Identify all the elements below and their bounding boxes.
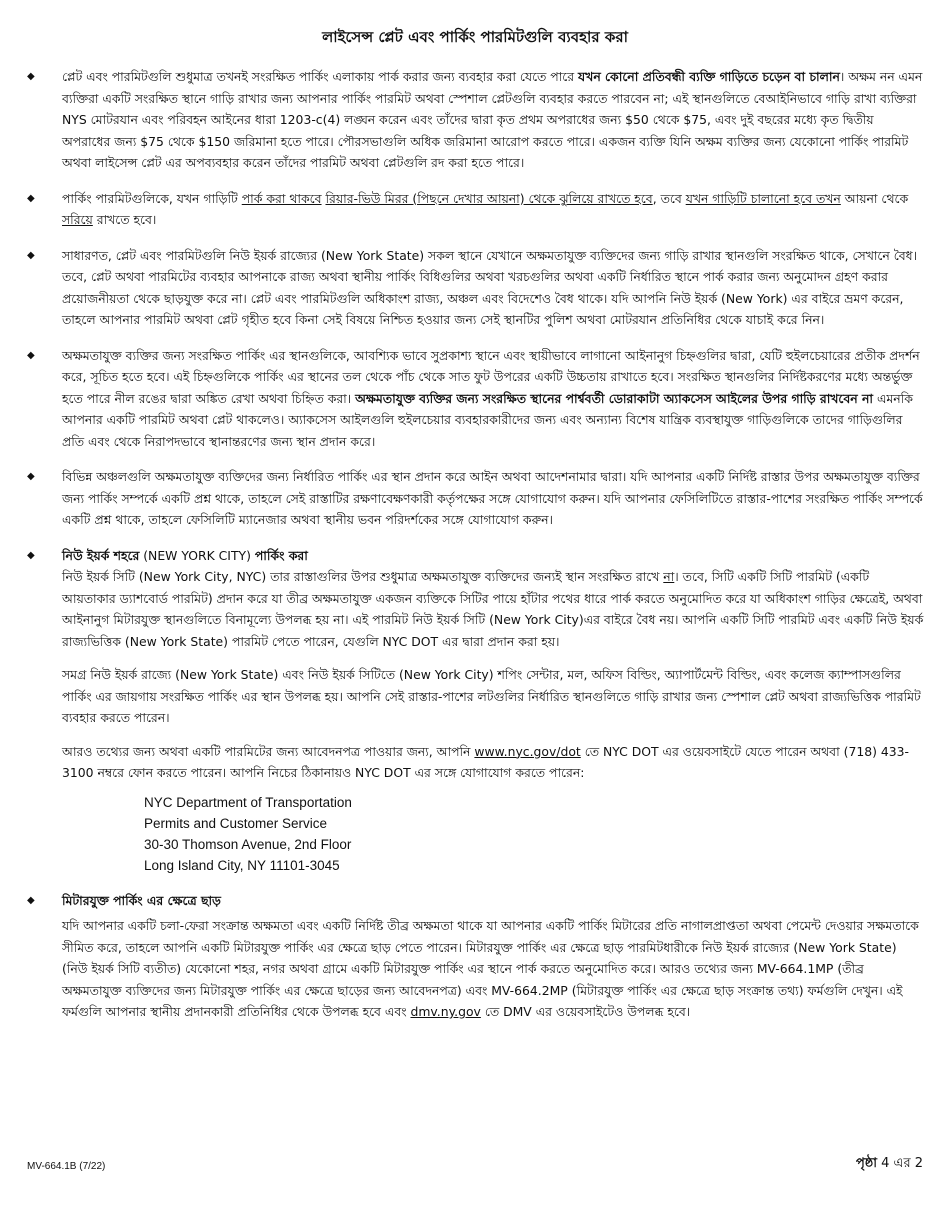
text: রাখতে হবে। — [92, 212, 157, 227]
paragraph — [62, 188, 924, 231]
section-validity — [0, 245, 950, 331]
nyc-dot-link[interactable]: www.nyc.gov/dot — [474, 743, 581, 759]
paragraph — [62, 66, 924, 174]
bold-text: অক্ষমতাযুক্ত ব্যক্তির জন্য সংরক্ষিত স্থানের পার্শ্ববর্তী ডোরাকাটা অ্যাকসেস আইলের উপর গাড়ি রাখবেন না — [355, 390, 874, 406]
bullet-icon: ◆ — [27, 71, 35, 82]
heading-text: (NEW YORK CITY) — [139, 547, 255, 563]
form-id: MV-664.1B (7/22) — [27, 1161, 106, 1172]
text: আয়না থেকে — [840, 190, 909, 206]
address-line: NYC Department of Transportation — [144, 794, 352, 810]
address-line: Long Island City, NY 11101-3045 — [144, 857, 340, 873]
heading-text: মিটারযুক্ত পার্কিং এর ক্ষেত্রে ছাড় — [62, 892, 221, 908]
bold-text: যখন কোনো প্রতিবন্ধী ব্যক্তি গাড়িতে চড়েন বা চালান — [578, 69, 840, 84]
bullet-icon: ◆ — [27, 894, 35, 906]
underlined-text: রিয়ার-ভিউ মিরর (পিছনে দেখার আয়না) থেকে ঝুলিয়ে রাখতে হবে — [325, 190, 653, 206]
page-number — [856, 1155, 923, 1173]
section-metered-parking — [0, 890, 950, 1023]
underlined-text: পার্ক করা থাকবে — [241, 190, 322, 206]
address-line: Permits and Customer Service — [144, 815, 328, 831]
heading-text: নিউ ইয়র্ক শহরে — [62, 547, 140, 563]
section-nyc-parking — [0, 545, 950, 876]
page-count: 4 এর 2 — [877, 1156, 923, 1171]
bullet-icon: ◆ — [27, 471, 35, 482]
mailing-address — [144, 792, 924, 876]
underlined-text: না — [663, 569, 675, 584]
paragraph — [62, 345, 924, 453]
paragraph: সমগ্র নিউ ইয়র্ক রাজ্যে (New York State) এবং নিউ ইয়র্ক সিটিতে (New York City) শপিং সেন্টার, মল, অফিস বিল্ডিং, অ্যাপার্টমেন্ট বিল্ডিং, এবং কলেজ ক্যাম্পাসগুলির পার্কিং এর জায়গায় সংরক্ষিত পার্কিং এর স্থান উপলব্ধ হয়। আপনি সেই রাস্তার-পাশের লটগুলির নির্ধারিত স্থানগুলিতে গাড়ি রাখার জন্য স্পেশাল প্লেট অথবা রাজ্যভিত্তিক পারমিট ব্যবহার করতে পারেন। — [62, 667, 921, 725]
bullet-icon: ◆ — [27, 549, 35, 561]
text: তে NYC DOT এর ওয়েবসাইটে যেতে পারেন অথবা (718) 433-3100 নম্বরে ফোন করতে পারেন। আপনি নিচের ঠিকানায়ও NYC DOT এর সঙ্গে যোগাযোগ করতে পারেন: — [62, 743, 909, 780]
paragraph — [62, 915, 924, 1023]
paragraph: বিভিন্ন অঞ্চলগুলি অক্ষমতাযুক্ত ব্যক্তিদের জন্য নির্ধারিত পার্কিং এর স্থান প্রদান করে আইন অথবা আদেশনামার দ্বারা। যদি আপনার একটি নির্দিষ্ট রাস্তার উপর অক্ষমতাযুক্ত ব্যক্তির জন্য পার্কিং সম্পর্কে একটি প্রশ্ন থাকে, তাহলে সেই রাস্তাটির রক্ষণাবেক্ষণকারী কর্তৃপক্ষের সঙ্গে যোগাযোগ করুন। যদি আপনার ফেসিলিটিতে রাস্তার-পাশের সংরক্ষিত পার্কিং সম্পর্কে একটি প্রশ্ন থাকে, তাহলে ফেসিলিটি ম্যানেজার অথবা স্থানীয় ভবন পরিদর্শকের সঙ্গে যোগাযোগ করুন। — [62, 469, 923, 527]
text: পার্কিং পারমিটগুলিকে, যখন গাড়িটি — [62, 190, 242, 206]
text: । তবে, সিটি একটি সিটি পারমিট (একটি আয়তাকার ড্যাশবোর্ড পারমিট) প্রদান করে যা তীব্র অক্ষমতাযুক্ত একজন ব্যক্তিকে সিটির পায়ে হাঁটার পথের ধারে পার্ক করতে অনুমোদিত করে যা অধিকাংশ গাড়ির ক্ষেত্রেই, অথবা আইনানুগ মিটারযুক্ত স্থানগুলিতে বিনামূল্যে উপলব্ধ হয় না। এই পারমিট নিউ ইয়র্ক সিটি (New York City)এর বাইরে বৈধ নয়। আপনি একটি সিটি পারমিট এবং একটি নিউ ইয়র্ক রাজ্যভিত্তিক (New York State) পারমিট পেতে পারেন, যেগুলি NYC DOT এর দ্বারা প্রদান করা হয়। — [62, 569, 924, 649]
document-body — [0, 66, 950, 1037]
heading-text: পার্কিং করা — [254, 547, 308, 563]
page-title: লাইসেন্স প্লেট এবং পার্কিং পারমিটগুলি ব্যবহার করা — [322, 28, 628, 46]
text: অক্ষমতাযুক্ত ব্যক্তির জন্য সংরক্ষিত পার্কিং এর স্থানগুলিকে, আবশ্যিক ভাবে সুপ্রকাশ্য স্থানে এবং স্থায়ীভাবে লাগানো আইনানুগ চিহ্নগুলির দ্বারা, যেটি হুইলচেয়ারের প্রতীক প্রদর্শন করে, সূচিত হতে হবে। এই চিহ্নগুলিকে পার্কিং এর স্থানের তল থেকে পাঁচ থেকে সাত ফুট উপরের একটি উচ্চতায় রাখাতে হবে। সংরক্ষিত স্থানগুলির নির্দিষ্টকরণের মধ্যে অন্তর্ভুক্ত হতে পারে নীল রঙের দ্বারা অঙ্কিত রেখা অথবা চিহ্নিত করা। — [62, 347, 920, 406]
section-signage — [0, 345, 950, 453]
bullet-icon: ◆ — [27, 249, 35, 261]
text: আরও তথ্যের জন্য অথবা একটি পারমিটের জন্য আবেদনপত্র পাওয়ার জন্য, আপনি — [62, 743, 475, 759]
text: , তবে — [652, 190, 686, 206]
page-word: পৃষ্ঠা — [855, 1156, 878, 1171]
text: নিউ ইয়র্ক সিটি (New York City, NYC) তার রাস্তাগুলির উপর শুধুমাত্র অক্ষমতাযুক্ত ব্যক্তিদের জন্যই স্থান সংরক্ষিত রাখে — [62, 569, 664, 584]
underlined-text: সরিয়ে — [62, 212, 93, 227]
bullet-icon: ◆ — [27, 192, 35, 204]
section-heading — [62, 890, 924, 912]
paragraph: সাধারণত, প্লেট এবং পারমিটগুলি নিউ ইয়র্ক রাজ্যের (New York State) সকল স্থানে যেখানে অক্ষমতাযুক্ত ব্যক্তিদের জন্য গাড়ি রাখার স্থানগুলি সংরক্ষিত থাকে, সেখানে বৈধ। তবে, প্লেট অথবা পারমিটের ব্যবহার আপনাকে রাজ্য অথবা স্থানীয় পার্কিং বিধিগুলির অথবা খরচগুলির অথবা একটি নির্ধারিত স্থানে পার্ক করার জন্য অনুমোদন গ্রহণ করার প্রয়োজনীয়তা থেকে ছাড়যুক্ত করে না। প্লেট এবং পারমিটগুলি অধিকাংশ রাজ্য, অঞ্চল এবং বিদেশেও বৈধ থাকে। যদি আপনি নিউ ইয়র্ক (New York) এর বাইরে ভ্রমণ করেন, তাহলে আপনার পারমিট অথবা প্লেট গৃহীত হবে কিনা সেই বিষয়ে নিশ্চিত হওয়ার জন্য সেই স্থানটির পুলিশ অথবা মোটরযান প্রতিনিধির থেকে যাচাই করে নিন। — [62, 247, 918, 327]
section-heading — [62, 545, 924, 567]
text: যদি আপনার একটি চলা-ফেরা সংক্রান্ত অক্ষমতা এবং একটি নির্দিষ্ট তীব্র অক্ষমতা থাকে যা আপনার একটি পার্কিং মিটারের প্রতি নাগালপ্রাপ্ততা অথবা পেমেন্ট দেওয়ার সক্ষমতাকে সীমিত করে, তাহলে আপনি একটি মিটারযুক্ত পার্কিং এর ক্ষেত্রে ছাড় পেতে পারেন। মিটারযুক্ত পার্কিং এর ক্ষেত্রে ছাড় পারমিটধারীকে নিউ ইয়র্ক রাজ্যের (New York State) (নিউ ইয়র্ক সিটি ব্যতীত) যেকোনো শহর, নগর অথবা গ্রামে একটি মিটারযুক্ত পার্কিং এর স্থানে পার্ক করতে অনুমোদিত করে। আরও তথ্যের জন্য MV-664.1MP (তীব্র অক্ষমতাযুক্ত ব্যক্তিদের জন্য মিটারযুক্ত পার্কিং এর ক্ষেত্রে ছাড়ের জন্য আবেদনপত্র) এবং MV-664.2MP (মিটারযুক্ত পার্কিং এর ক্ষেত্রে ছাড় সংক্রান্ত তথ্য) ফর্মগুলি দেখুন। এই ফর্মগুলি আপনার স্থানীয় প্রদানকারী প্রতিনিধির থেকে উপলব্ধ হবে এবং — [62, 918, 919, 1019]
text: তে DMV এর ওয়েবসাইটেও উপলব্ধ হবে। — [480, 1004, 691, 1019]
text: । অক্ষম নন এমন ব্যক্তিরা একটি সংরক্ষিত স্থানে গাড়ি রাখার জন্য আপনার পার্কিং পারমিট অথবা স্পেশাল প্লেটগুলি ব্যবহার করতে পারবেন না; এই স্থানগুলিতে বেআইনিভাবে গাড়ি রাখা ব্যক্তিরা NYS মোটরযান এবং পরিবহন আইনের ধারা 1203-c(4) লঙ্ঘন করেন এবং তাঁদের দ্বারা কৃত প্রথম অপরাধের জন্য $50 থেকে $75, এবং দুই বছরের মধ্যে কৃত দ্বিতীয় অপরাধের জন্য $75 থেকে $150 জরিমানা হতে পারে। পৌরসভাগুলি অধিক জরিমানা আরোপ করতে পারে। একজন ব্যক্তি যিনি অক্ষম ব্যক্তির জন্য যেকোনো পার্কিং পারমিট অথবা লাইসেন্স প্লেট এর অপব্যবহার করেন তাঁদের পারমিট অথবা প্লেটগুলি রদ করা হতে পারে। — [62, 69, 923, 170]
section-mirror-hanging — [0, 188, 950, 231]
text: এমনকি আপনার একটি পারমিট অথবা প্লেট থাকলেও। অ্যাকসেস আইলগুলি হুইলচেয়ার ব্যবহারকারীদের জন্য এবং অন্যান্য বিশেষ যান্ত্রিক ব্যবস্থাযুক্ত গাড়িগুলিকে তাদের গাড়িগুলির প্রতি এবং থেকে নিরাপদভাবে স্থানান্তরণের জন্য স্থান প্রদান করে। — [62, 390, 913, 449]
dmv-link[interactable]: dmv.ny.gov — [410, 1004, 481, 1019]
paragraph — [62, 566, 924, 652]
paragraph — [62, 741, 924, 784]
address-line: 30-30 Thomson Avenue, 2nd Floor — [144, 836, 352, 852]
section-plate-permit-usage — [0, 66, 950, 174]
underlined-text: যখন গাড়িটি চালানো হবে তখন — [685, 190, 841, 206]
bullet-icon: ◆ — [27, 349, 35, 361]
text: প্লেট এবং পারমিটগুলি শুধুমাত্র তখনই সংরক্ষিত পার্কিং এলাকায় পার্ক করার জন্য ব্যবহার করা যেতে পারে — [62, 69, 579, 84]
section-local-laws — [0, 466, 950, 531]
